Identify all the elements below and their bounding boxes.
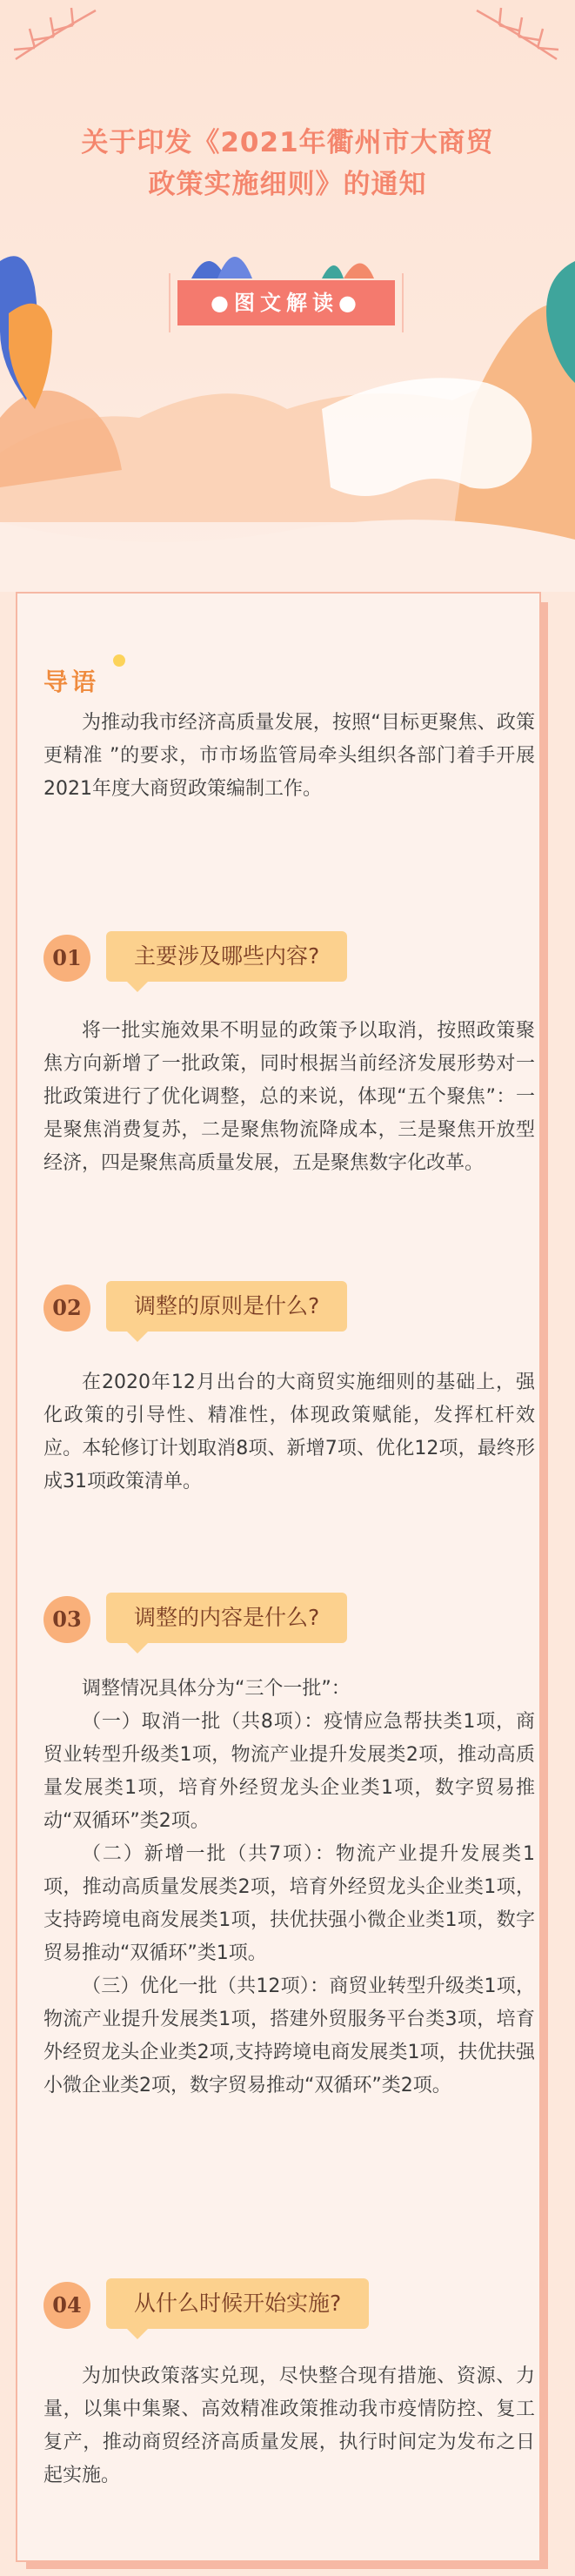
section-paragraph: 调整情况具体分为“三个一批”：	[82, 1678, 351, 1700]
page-title-line-2: 政策实施细则》的通知	[148, 169, 427, 200]
section-number: 04	[43, 2282, 90, 2329]
section-04-body	[43, 2360, 535, 2492]
section-paragraph: （二）新增一批（共7项）：物流产业提升发展类1项，推动高质量发展类2项，培育外经贸龙头企业类1项，支持跨境电商发展类1项，扶优扶强小微企业类1项，数字贸易推动“双循环”类1项。	[43, 1843, 535, 1964]
content-card	[16, 592, 541, 2562]
section-01-body	[43, 1015, 535, 1180]
hero-banner	[0, 0, 575, 592]
section-02-body	[43, 1366, 535, 1499]
section-paragraph: 为加快政策落实兑现，尽快整合现有措施、资源、力量，以集中集聚、高效精准政策推动我市疫情防控、复工复产，推动商贸经济高质量发展，执行时间定为发布之日起实施。	[43, 2365, 535, 2486]
section-paragraph: （一）取消一批（共8项）：疫情应急帮扶类1项，商贸业转型升级类1项，物流产业提升发展类2项，推动高质量发展类1项，培育外经贸龙头企业类1项，数字贸易推动“双循环”类2项。	[43, 1711, 535, 1832]
section-question: 从什么时候开始实施?	[106, 2278, 369, 2329]
section-paragraph: 将一批实施效果不明显的政策予以取消，按照政策聚焦方向新增了一批政策，同时根据当前经济发展形势对一批政策进行了优化调整，总的来说，体现“五个聚焦”：一是聚焦消费复苏，二是聚焦物流降成本，三是聚焦开放型经济，四是聚焦高质量发展，五是聚焦数字化改革。	[43, 1020, 535, 1174]
section-number: 03	[43, 1596, 90, 1643]
section-badge: ●图文解读●	[177, 280, 395, 325]
leaf-sprig-right-icon	[477, 8, 558, 59]
section-question: 调整的原则是什么?	[106, 1281, 347, 1332]
leaf-sprig-left-icon	[14, 8, 96, 59]
section-03-body	[43, 1673, 535, 2103]
intro-text	[43, 707, 535, 806]
intro-paragraph: 为推动我市经济高质量发展，按照“目标更聚焦、政策更精准 ”的要求，市市场监管局牵头组织各部门着手开展2021年度大商贸政策编制工作。	[43, 712, 535, 800]
section-question: 调整的内容是什么?	[106, 1593, 347, 1643]
page-title	[0, 122, 575, 205]
title-dot-icon	[113, 654, 125, 667]
section-number: 02	[43, 1285, 90, 1332]
section-question: 主要涉及哪些内容?	[106, 931, 347, 982]
intro-title: 导语	[43, 667, 100, 696]
page-title-line-1: 关于印发《2021年衢州市大商贸	[81, 127, 494, 158]
section-paragraph: 在2020年12月出台的大商贸实施细则的基础上，强化政策的引导性、精准性，体现政策赋能，发挥杠杆效应。本轮修订计划取消8项、新增7项、优化12项，最终形成31项政策清单。	[43, 1372, 535, 1493]
section-number: 01	[43, 935, 90, 982]
section-paragraph: （三）优化一批（共12项）：商贸业转型升级类1项，物流产业提升发展类1项，搭建外贸服务平台类3项，培育外经贸龙头企业类2项,支持跨境电商发展类1项，扶优扶强小微企业类2项，数字贸易推动“双循环”类2项。	[43, 1976, 535, 2096]
